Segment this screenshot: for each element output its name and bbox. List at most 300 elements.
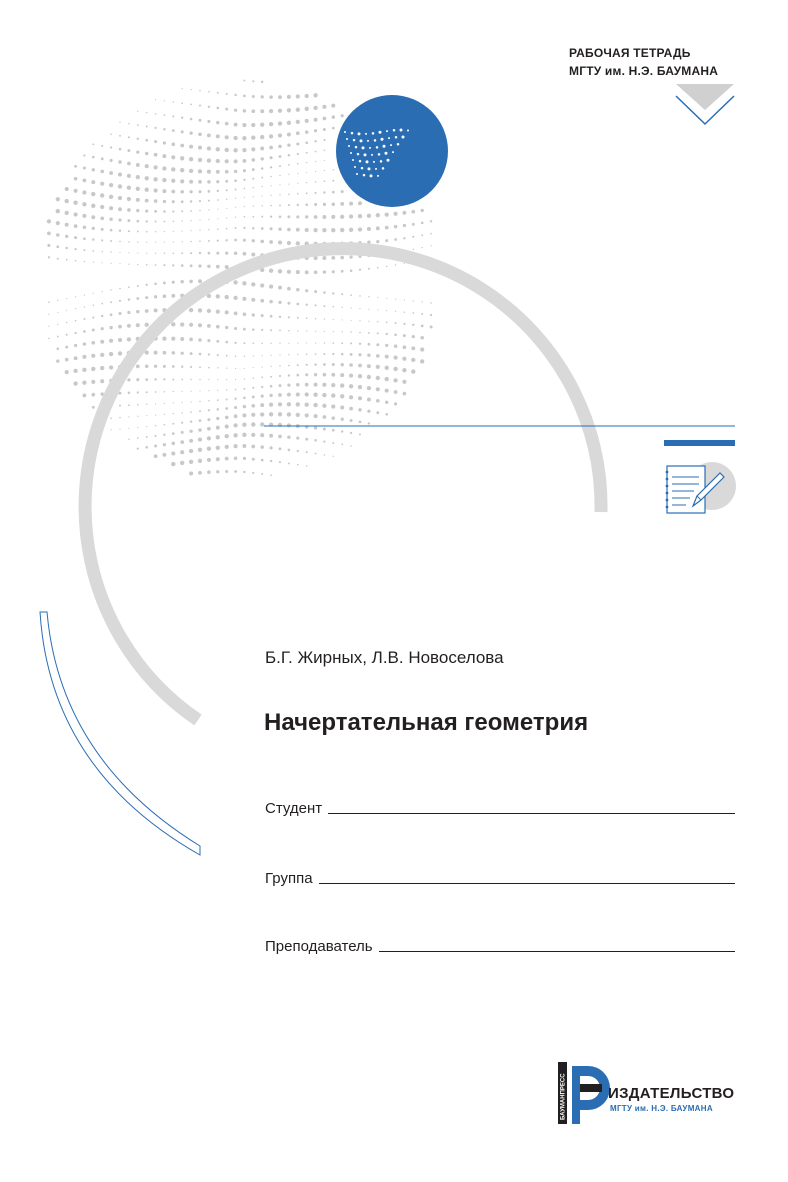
globe-dot [234, 312, 238, 316]
globe-dot [207, 427, 211, 431]
globe-dot [297, 193, 299, 195]
globe-dot [155, 113, 157, 115]
globe-dot [331, 373, 335, 377]
globe-dot [242, 159, 246, 163]
student-blank-line[interactable] [328, 813, 735, 814]
teacher-field [265, 934, 735, 956]
globe-dot [234, 170, 237, 173]
globe-dot [288, 193, 290, 195]
globe-dot [323, 128, 326, 131]
globe-dot [253, 377, 255, 379]
globe-dot [314, 129, 317, 132]
globe-dot [226, 389, 227, 390]
globe-dot [48, 301, 50, 303]
globe-dot [278, 301, 281, 304]
globe-dot [322, 105, 326, 109]
globe-dot [324, 180, 326, 182]
globe-dot [324, 170, 325, 171]
globe-dot [146, 391, 148, 393]
authors: Б.Г. Жирных, Л.В. Новоселова [265, 648, 504, 667]
globe-dot [261, 343, 263, 345]
globe-dot [164, 100, 165, 101]
globe-dot [48, 314, 49, 315]
globe-dot [278, 286, 282, 290]
globe-dot [261, 377, 263, 379]
globe-dot [322, 228, 326, 232]
globe-dot [271, 355, 272, 356]
globe-dot [180, 190, 184, 194]
globe-dot [162, 453, 166, 457]
globe-dot [288, 343, 289, 344]
globe-dot [101, 239, 103, 241]
globe-dot [269, 122, 273, 126]
globe-dot [173, 413, 174, 414]
globe-dot [136, 209, 139, 212]
globe-dot [225, 407, 228, 410]
globe-dot [65, 235, 68, 238]
globe-dot [358, 353, 361, 356]
globe-dot [190, 366, 192, 368]
globe-dot [163, 434, 165, 436]
globe-dot [359, 332, 361, 334]
globe-dot [127, 337, 131, 341]
globe-dot [368, 268, 370, 270]
globe-dot [82, 368, 86, 372]
globe-dot [331, 256, 335, 260]
globe-dot [261, 473, 263, 475]
globe-dot [342, 331, 343, 332]
globe-dot [243, 471, 245, 473]
globe-dot [252, 168, 255, 171]
globe-dot [314, 118, 318, 122]
globe-dot [340, 202, 344, 206]
globe-dot [154, 153, 158, 157]
globe-dot [136, 323, 140, 327]
globe-dot [155, 242, 156, 243]
globe-dot [234, 251, 238, 255]
globe-dot [48, 338, 50, 340]
globe-dot [331, 393, 335, 397]
group-label: Группа [265, 870, 313, 887]
globe-dot [251, 158, 255, 162]
globe-dot [242, 413, 246, 417]
globe-dot [279, 216, 282, 219]
globe-dot [252, 472, 254, 474]
globe-dot [181, 431, 184, 434]
globe-dot [172, 281, 175, 284]
globe-dot [358, 374, 362, 378]
globe-dot [350, 269, 353, 272]
globe-dot [269, 394, 272, 397]
globe-dot [376, 365, 380, 369]
globe-dot [216, 310, 220, 314]
globe-dot [155, 435, 157, 437]
globe-dot [225, 122, 229, 126]
blue-circle-dot [369, 147, 371, 149]
publisher-logo [558, 1058, 738, 1130]
globe-dot [136, 378, 139, 381]
globe-dot [324, 331, 325, 332]
globe-dot [145, 210, 148, 213]
globe-dot [359, 295, 361, 297]
globe-dot [127, 186, 131, 190]
globe-dot [155, 220, 157, 222]
globe-dot [217, 228, 219, 230]
globe-dot [171, 155, 175, 159]
globe-dot [243, 397, 246, 400]
globe-dot [377, 332, 379, 334]
globe-dot [207, 458, 211, 462]
globe-dot [260, 445, 263, 448]
globe-dot [412, 236, 414, 238]
globe-dot [198, 169, 202, 173]
globe-dot [377, 297, 378, 298]
globe-dot [137, 264, 138, 265]
globe-dot [333, 331, 334, 332]
globe-dot [65, 211, 69, 215]
globe-dot [57, 258, 59, 260]
globe-dot [189, 460, 193, 464]
globe-dot [162, 336, 166, 340]
globe-dot [163, 210, 166, 213]
globe-dot [403, 224, 406, 227]
globe-dot [136, 365, 140, 369]
blue-circle-dot [367, 140, 369, 142]
globe-dot [385, 212, 389, 216]
globe-dot [145, 296, 148, 299]
globe-dot [109, 339, 113, 343]
globe-dot [145, 152, 149, 156]
globe-dot [332, 306, 334, 308]
globe-dot [180, 440, 184, 444]
globe-dot [163, 141, 166, 144]
globe-dot [216, 417, 219, 420]
globe-dot [180, 322, 184, 326]
globe-dot [376, 399, 380, 403]
globe-dot [340, 406, 344, 410]
globe-dot [198, 323, 202, 327]
globe-dot [119, 392, 122, 395]
globe-dot [367, 375, 371, 379]
globe-dot [296, 383, 299, 386]
globe-dot [75, 296, 76, 297]
globe-dot [306, 451, 308, 453]
globe-dot [216, 107, 219, 110]
globe-dot [217, 208, 218, 209]
globe-dot [225, 416, 229, 420]
globe-dot [313, 93, 317, 97]
globe-dot [216, 265, 220, 269]
globe-dot [83, 342, 86, 345]
blue-circle-dot [344, 131, 346, 133]
globe-dot [216, 457, 220, 461]
globe-dot [110, 429, 111, 430]
globe-dot [314, 290, 317, 293]
globe-dot [172, 423, 174, 425]
globe-dot [74, 356, 78, 360]
globe-dot [252, 458, 255, 461]
globe-dot [101, 228, 104, 231]
globe-dot [278, 228, 281, 231]
globe-dot [377, 309, 378, 310]
globe-dot [199, 410, 201, 412]
globe-dot [189, 449, 193, 453]
globe-dot [235, 198, 236, 199]
globe-dot [305, 215, 308, 218]
globe-dot [110, 133, 112, 135]
globe-dot [243, 239, 246, 242]
blue-circle-dot [377, 175, 379, 177]
globe-dot [57, 336, 59, 338]
globe-dot [305, 413, 309, 417]
globe-dot [386, 266, 388, 268]
globe-dot [252, 239, 255, 242]
blue-circle-dot [346, 138, 348, 140]
globe-dot [118, 196, 122, 200]
globe-dot [198, 338, 201, 341]
globe-dot [331, 405, 335, 409]
globe-dot [216, 170, 220, 174]
globe-dot [207, 339, 210, 342]
globe-dot [287, 215, 290, 218]
globe-dot [261, 459, 264, 462]
globe-dot [394, 333, 397, 336]
globe-dot [261, 216, 263, 218]
globe-dot [323, 440, 325, 442]
globe-dot [226, 93, 228, 95]
globe-dot [208, 400, 210, 402]
globe-dot [198, 308, 202, 312]
globe-dot [296, 215, 299, 218]
globe-dot [181, 102, 183, 104]
globe-dot [208, 353, 210, 355]
globe-dot [163, 264, 165, 266]
globe-dot [358, 364, 362, 368]
globe-dot [305, 228, 309, 232]
blue-circle-dot [387, 159, 390, 162]
globe-dot [73, 381, 77, 385]
globe-dot [163, 294, 167, 298]
globe-dot [420, 359, 424, 363]
globe-dot [235, 389, 237, 391]
globe-dot [349, 395, 353, 399]
globe-dot [306, 192, 308, 194]
globe-dot [287, 270, 291, 274]
globe-dot [297, 330, 298, 331]
globe-dot [199, 90, 200, 91]
globe-dot [243, 405, 246, 408]
globe-dot [305, 383, 309, 387]
globe-dot [244, 197, 245, 198]
globe-dot [101, 251, 103, 253]
globe-dot [208, 91, 210, 93]
globe-dot [323, 139, 325, 141]
globe-dot [190, 352, 193, 355]
globe-dot [225, 295, 229, 299]
globe-dot [181, 117, 183, 119]
globe-dot [83, 249, 85, 251]
globe-dot [208, 409, 210, 411]
globe-dot [182, 231, 183, 232]
globe-dot [351, 320, 352, 321]
globe-dot [146, 404, 147, 405]
blue-circle-dot [378, 153, 381, 156]
globe-dot [154, 365, 157, 368]
globe-dot [111, 263, 112, 264]
globe-dot [367, 227, 371, 231]
globe-dot [225, 310, 229, 314]
teacher-blank-line[interactable] [379, 951, 735, 952]
globe-dot [190, 210, 192, 212]
globe-dot [253, 187, 254, 188]
globe-dot [376, 240, 379, 243]
globe-dot [412, 312, 414, 314]
globe-dot [332, 429, 335, 432]
globe-dot [217, 199, 219, 201]
globe-dot [233, 280, 237, 284]
globe-dot [207, 170, 211, 174]
globe-dot [315, 304, 317, 306]
globe-dot [128, 286, 130, 288]
globe-dot [225, 251, 228, 254]
globe-dot [315, 331, 316, 332]
globe-dot [233, 433, 237, 437]
globe-dot [208, 367, 210, 369]
globe-dot [243, 342, 245, 344]
globe-dot [394, 356, 398, 360]
globe-dot [376, 213, 380, 217]
globe-dot [279, 447, 282, 450]
blue-circle-dot [350, 152, 352, 154]
globe-dot [243, 252, 247, 256]
globe-dot [173, 402, 174, 403]
globe-dot [260, 403, 264, 407]
series-line-1: РАБОЧАЯ ТЕТРАДЬ [569, 46, 691, 60]
globe-dot [394, 390, 398, 394]
globe-dot [349, 255, 352, 258]
globe-dot [269, 412, 273, 416]
globe-dot [359, 308, 360, 309]
globe-dot [315, 318, 317, 320]
globe-dot [279, 330, 281, 332]
globe-dot [190, 391, 191, 392]
globe-dot [305, 94, 309, 98]
group-blank-line[interactable] [319, 883, 735, 884]
globe-dot [358, 408, 361, 411]
globe-dot [208, 200, 210, 202]
globe-dot [109, 217, 112, 220]
globe-dot [164, 403, 165, 404]
globe-dot [118, 325, 122, 329]
blue-circle-dot [374, 139, 377, 142]
globe-dot [82, 202, 86, 206]
globe-dot [226, 228, 228, 230]
globe-dot [287, 287, 291, 291]
globe-dot [110, 159, 113, 162]
globe-dot [225, 341, 228, 344]
globe-dot [164, 414, 165, 415]
globe-dot [269, 285, 273, 289]
globe-dot [216, 121, 219, 124]
globe-dot [225, 170, 229, 174]
globe-dot [305, 130, 309, 134]
globe-dot [190, 220, 191, 221]
globe-dot [73, 369, 77, 373]
globe-dot [128, 241, 130, 243]
globe-dot [56, 209, 60, 213]
globe-dot [173, 221, 175, 223]
globe-dot [253, 196, 254, 197]
globe-dot [65, 199, 69, 203]
blue-circle-dot [359, 160, 362, 163]
globe-dot [279, 175, 280, 176]
globe-dot [288, 183, 289, 184]
globe-dot [270, 366, 271, 367]
globe-dot [278, 402, 282, 406]
blue-circle-dot [365, 133, 367, 135]
globe-dot [181, 352, 184, 355]
globe-dot [323, 353, 325, 355]
globe-dot [278, 95, 282, 99]
globe-dot [244, 206, 245, 207]
globe-dot [376, 226, 380, 230]
publisher-name: ИЗДАТЕЛЬСТВО [608, 1085, 735, 1102]
globe-dot [110, 313, 113, 316]
globe-dot [154, 454, 158, 458]
globe-dot [260, 147, 264, 151]
globe-dot [314, 439, 317, 442]
globe-dot [270, 343, 271, 344]
globe-dot [260, 412, 264, 416]
globe-dot [403, 237, 405, 239]
globe-dot [190, 103, 192, 105]
globe-dot [244, 356, 245, 357]
globe-dot [253, 367, 254, 368]
blue-circle-dot [386, 130, 388, 132]
student-field [265, 796, 735, 818]
globe-dot [412, 324, 414, 326]
globe-dot [235, 207, 236, 208]
globe-dot [155, 391, 157, 393]
globe-dot [376, 343, 379, 346]
globe-dot [332, 363, 335, 366]
globe-dot [251, 433, 255, 437]
globe-dot [243, 80, 245, 82]
series-label [569, 44, 718, 80]
globe-dot [136, 175, 140, 179]
globe-dot [331, 383, 335, 387]
globe-dot [208, 106, 210, 108]
globe-dot [119, 417, 120, 418]
globe-dot [341, 114, 344, 117]
globe-dot [154, 378, 156, 380]
globe-dot [332, 191, 335, 194]
globe-dot [74, 165, 77, 168]
globe-dot [235, 379, 236, 380]
globe-dot [83, 154, 85, 156]
globe-dot [199, 366, 201, 368]
globe-dot [101, 157, 104, 160]
globe-dot [270, 205, 272, 207]
blue-circle-dot [385, 152, 388, 155]
globe-dot [145, 139, 148, 142]
globe-dot [146, 436, 148, 438]
globe-dot [164, 231, 165, 232]
globe-dot [244, 188, 246, 190]
globe-dot [251, 136, 255, 140]
globe-dot [100, 193, 104, 197]
globe-dot [189, 439, 193, 443]
